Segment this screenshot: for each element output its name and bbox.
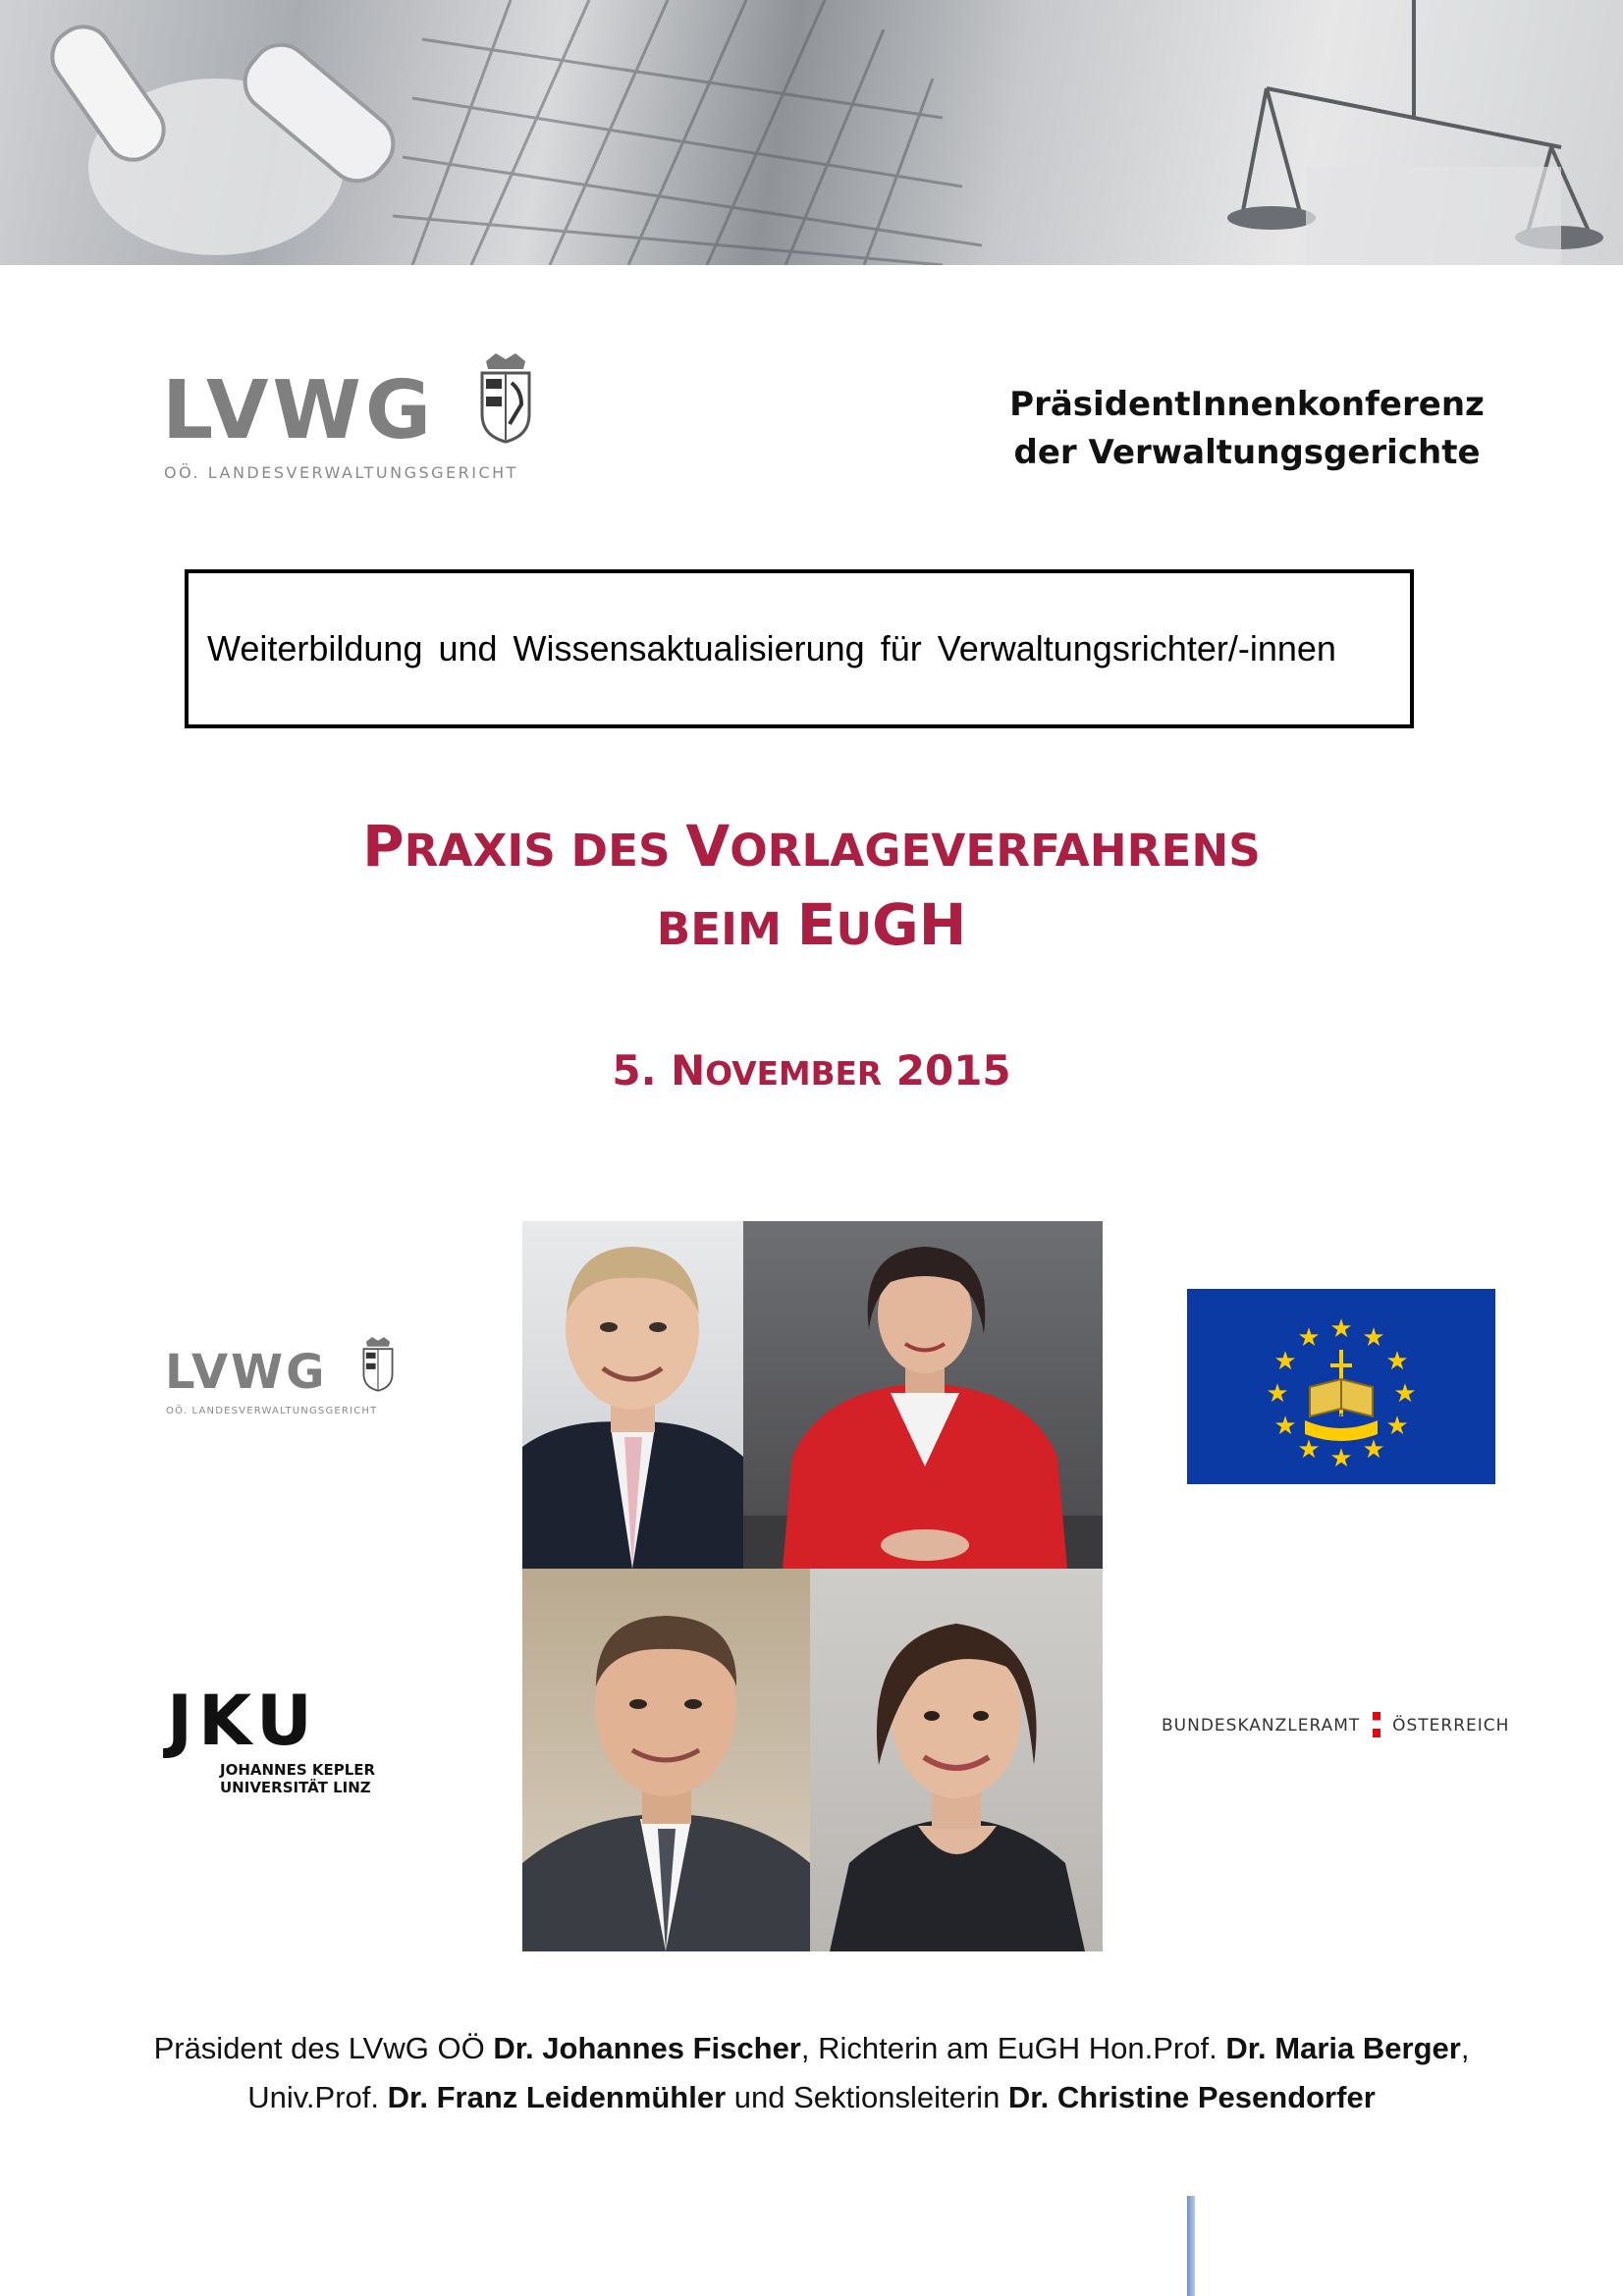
caption-text: , [1460, 2031, 1470, 2065]
title-letter: GH [872, 891, 967, 958]
main-title-line1 [0, 812, 1623, 885]
date-smallcaps: OVEMBER [705, 1055, 883, 1093]
title-letter: P [362, 813, 405, 880]
upper-austria-coat-of-arms-icon [478, 353, 533, 444]
lvwg-logo-text: LVWG [162, 364, 436, 457]
upper-austria-coat-of-arms-icon [361, 1337, 395, 1392]
svg-text:★: ★ [1385, 1347, 1409, 1376]
portrait-maria-berger [743, 1221, 1103, 1569]
caption-text: und Sektionsleiterin [726, 2080, 1008, 2114]
svg-text:★: ★ [1266, 1379, 1289, 1409]
lvwg-logo-small-subtitle: OÖ. LANDESVERWALTUNGSGERICHT [166, 1406, 378, 1416]
portrait-johannes-fischer [522, 1221, 743, 1569]
speaker-name: Dr. Christine Pesendorfer [1007, 2080, 1376, 2114]
speakers-caption-line2 [0, 2073, 1623, 2122]
svg-text:★: ★ [1273, 1412, 1297, 1441]
speaker-name: Dr. Johannes Fischer [493, 2031, 801, 2065]
curia-emblem-text: CVRIA [1317, 1413, 1366, 1427]
decorative-vertical-bar [1187, 2196, 1195, 2296]
header-banner-image [0, 0, 1623, 265]
speaker-name: Dr. Maria Berger [1225, 2031, 1461, 2065]
svg-text:★: ★ [1329, 1444, 1353, 1473]
svg-text:★: ★ [1273, 1347, 1297, 1376]
curia-eu-flag [1187, 1289, 1495, 1484]
speakers-caption [0, 2024, 1623, 2122]
title-smallcaps: RAXIS DES [404, 825, 686, 877]
lvwg-logo-small [165, 1337, 401, 1420]
bundeskanzleramt-logo [1162, 1712, 1510, 1741]
speaker-name: Dr. Franz Leidenmühler [387, 2080, 727, 2114]
title-letter: V [685, 813, 730, 880]
jku-logo [167, 1681, 403, 1804]
title-letter: E [796, 891, 837, 958]
svg-text:★: ★ [1362, 1435, 1385, 1465]
jku-logo-mark: JKU [167, 1681, 318, 1761]
title-smallcaps: BEIM [656, 903, 797, 955]
caption-text: , Richterin am EuGH Hon.Prof. [800, 2031, 1226, 2065]
lvwg-logo-subtitle: OÖ. LANDESVERWALTUNGSGERICHT [164, 463, 518, 482]
speakers-caption-line1 [0, 2024, 1623, 2073]
subtitle-box-text: Weiterbildung und Wissensaktualisierung für Verwaltungsrichter/-innen [207, 628, 1336, 668]
conference-title-line2: der Verwaltungsgerichte [1013, 433, 1481, 472]
main-title-line2 [0, 890, 1623, 964]
jku-logo-line2: UNIVERSITÄT LINZ [220, 1779, 371, 1796]
bka-logo-left: BUNDESKANZLERAMT [1162, 1716, 1361, 1735]
conference-title-line1: PräsidentInnenkonferenz [1009, 385, 1485, 424]
svg-text:★: ★ [1329, 1314, 1353, 1344]
caption-text: Univ.Prof. [247, 2080, 388, 2114]
svg-text:★: ★ [1362, 1323, 1385, 1353]
austria-flag-bar-icon [1373, 1712, 1380, 1737]
lvwg-logo [162, 353, 535, 486]
jku-logo-line1: JOHANNES KEPLER [220, 1761, 376, 1779]
svg-text:★: ★ [1297, 1323, 1321, 1353]
conference-title [1001, 381, 1492, 477]
portrait-franz-leidenmuehler [522, 1569, 810, 1951]
event-date [0, 1043, 1623, 1101]
title-smallcaps: ORLAGEVERFAHRENS [730, 825, 1261, 877]
title-smallcaps: U [836, 903, 873, 955]
date-part: 2015 [882, 1046, 1011, 1095]
lvwg-logo-small-text: LVWG [165, 1345, 328, 1400]
date-part: 5. N [612, 1046, 706, 1095]
bka-logo-right: ÖSTERREICH [1392, 1716, 1510, 1735]
caption-text: Präsident des LVwG OÖ [153, 2031, 494, 2065]
svg-text:★: ★ [1385, 1412, 1409, 1441]
portrait-christine-pesendorfer [810, 1569, 1103, 1951]
svg-text:★: ★ [1297, 1435, 1321, 1465]
svg-text:★: ★ [1393, 1379, 1417, 1409]
